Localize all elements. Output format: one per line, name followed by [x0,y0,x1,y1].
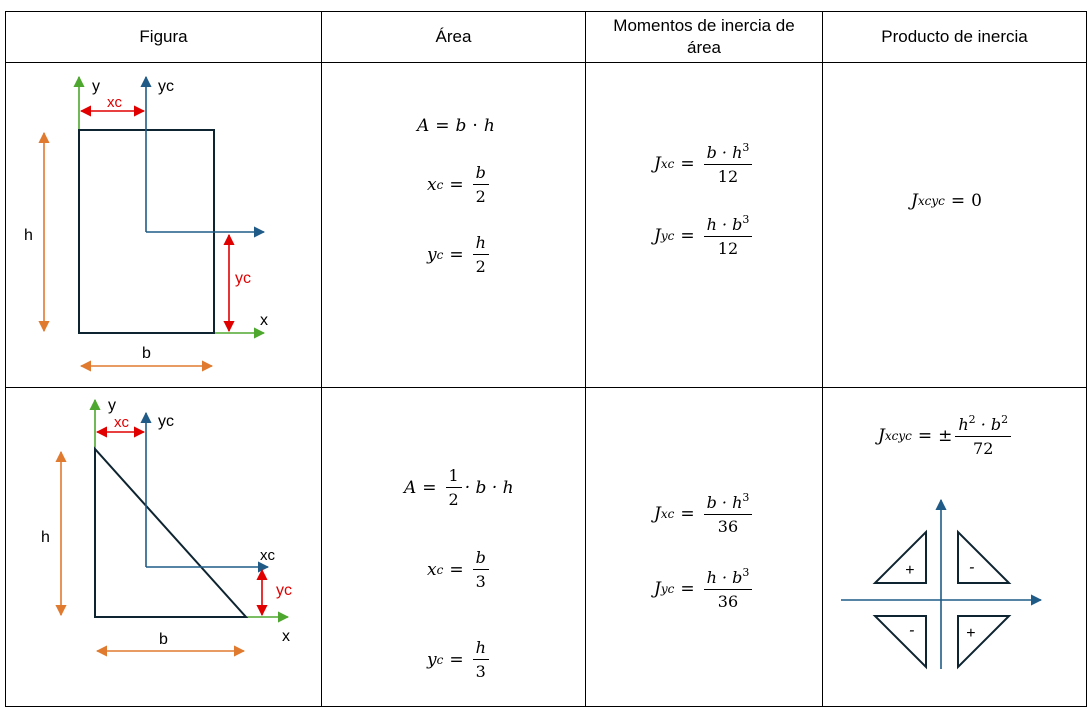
tri-xc-den: 3 [475,572,486,591]
label-y: y [92,78,100,95]
rectangle-figure-cell [6,63,322,388]
sign-top-left: + [905,562,915,579]
triangle-area-cell [322,388,586,707]
tri-label-yc-dim: yc [276,582,292,599]
tri-label-xc-right: xc [260,547,275,564]
tri-jyc-sub: yc [660,581,675,596]
header-row [6,12,1087,63]
tri-jxcyc-sup-b: 2 [1001,413,1009,426]
rect-jxc-eq: J xc = $\frac{b \cdot h^3}{12}$ [654,141,755,186]
rect-area-h: h [483,116,495,136]
tri-jxcyc-den: 72 [973,439,994,458]
triangle-row [6,388,1087,707]
inertia-table [5,11,1087,707]
rect-xc-sub: c [436,177,444,192]
rect-jxc-sub: xc [660,156,675,171]
rect-jxc-lhs: J [654,153,661,174]
tri-area-rest: · b · h [464,477,514,498]
quadrant-tri-top-left [875,532,926,583]
tri-jxc-sup: 3 [742,491,750,504]
tri-xc-eq: x c = $\frac{b}{3}$ [427,548,492,591]
header-figura: Figura [6,12,322,63]
tri-yc-den: 3 [475,662,486,681]
header-momentos-text: Momentos de inercia de área [613,16,795,57]
rect-jyc-lhs: J [654,225,661,246]
tri-area-eq: A = $\frac{1}{2}$ · b · h [404,466,514,509]
tri-jxc-num: b · h [706,493,743,512]
rect-jxc-den: 12 [717,167,739,186]
header-producto: Producto de inercia [823,12,1087,63]
sign-top-right: - [969,559,975,576]
rect-area-eq [417,116,495,136]
label-x: x [260,312,268,329]
tri-jxcyc-lhs: J [878,425,885,446]
rect-yc-den: 2 [475,257,486,276]
rect-yc-num: h [473,233,489,255]
rect-yc-eq: y c = $\frac{h}{2}$ [427,233,492,276]
tri-jxc-den: 36 [717,517,739,536]
tri-jxcyc-num-mid: · b [975,415,1002,434]
triangle-product-cell [823,388,1087,707]
rectangle-diagram [6,63,322,387]
quadrant-sign-diagram [823,388,1087,706]
tri-jxc-eq: J xc = $\frac{b \cdot h^3}{36}$ [654,491,755,536]
rect-jxcyc-eq: J xcyc = 0 [911,191,982,211]
rectangle-moments-cell [586,63,823,388]
rect-xc-lhs: x [427,174,437,195]
tri-xc-num: b [473,548,489,570]
tri-yc-eq: y c = $\frac{h}{3}$ [427,638,492,681]
tri-area-A: A [404,477,417,498]
rect-jxcyc-rhs: 0 [971,191,982,211]
tri-yc-num: h [473,638,489,660]
label-yc-dim: yc [235,270,251,287]
rect-jxcyc-lhs: J [911,191,918,211]
tri-jxcyc-num-a: h [958,415,969,434]
tri-jyc-lhs: J [654,578,661,599]
tri-jyc-num: h · b [706,568,743,587]
tri-jxc-lhs: J [654,503,661,524]
tri-jxcyc-pm: ± [938,425,953,446]
rect-xc-num: b [473,163,489,185]
label-yc: yc [158,78,174,95]
sign-bottom-right: + [966,625,976,642]
rect-yc-lhs: y [427,244,437,265]
triangle-diagram [6,388,322,706]
rect-xc-den: 2 [475,187,486,206]
header-momentos [586,12,823,63]
tri-yc-lhs: y [427,649,437,670]
tri-xc-lhs: x [427,559,437,580]
rect-jyc-sup: 3 [742,213,750,226]
rect-area-A: A [417,116,430,136]
tri-label-b: b [159,631,168,648]
tri-label-h: h [41,529,50,546]
rect-jyc-eq: J yc = $\frac{h \cdot b^3}{12}$ [654,213,755,258]
rect-jxcyc-sub: xcyc [917,194,945,208]
rect-yc-sub: c [436,247,444,262]
label-xc: xc [107,94,122,111]
label-h: h [24,227,33,244]
tri-yc-sub: c [436,652,444,667]
label-b: b [142,345,151,362]
header-area: Área [322,12,586,63]
rect-area-b: b [455,116,467,136]
triangle-shape [95,449,246,617]
rect-jyc-num: h · b [706,215,743,234]
tri-jxcyc-sub: xcyc [884,428,912,443]
tri-label-x: x [282,628,290,645]
quadrant-tri-top-right [958,532,1009,583]
rectangle-row [6,63,1087,388]
rect-jxc-sup: 3 [742,141,750,154]
rect-jxc-num: b · h [706,143,743,162]
rect-jyc-sub: yc [660,228,675,243]
rectangle-area-cell [322,63,586,388]
tri-jyc-eq: J yc = $\frac{h \cdot b^3}{36}$ [654,566,755,611]
tri-xc-sub: c [436,562,444,577]
rect-jyc-den: 12 [717,239,739,258]
quadrant-tri-bottom-left [875,616,926,667]
triangle-figure-cell [6,388,322,707]
tri-label-y: y [108,397,116,414]
tri-area-num: 1 [446,466,462,488]
tri-jyc-den: 36 [717,592,739,611]
tri-jxcyc-sup-a: 2 [968,413,976,426]
rect-xc-eq: x c = $\frac{b}{2}$ [427,163,492,206]
tri-jxcyc-eq: J xcyc = ± $\frac{h^2 \cdot b^2}{72}$ [878,413,1014,458]
triangle-moments-cell [586,388,823,707]
tri-jxc-sub: xc [660,506,675,521]
tri-label-yc: yc [158,413,174,430]
rectangle-product-cell [823,63,1087,388]
tri-area-den: 2 [448,490,459,509]
tri-label-xc-top: xc [114,414,129,431]
rect-area-eq-sign: = [435,116,450,136]
rect-area-dot: · [472,116,478,136]
sign-bottom-left: - [909,622,915,639]
tri-jyc-sup: 3 [742,566,750,579]
